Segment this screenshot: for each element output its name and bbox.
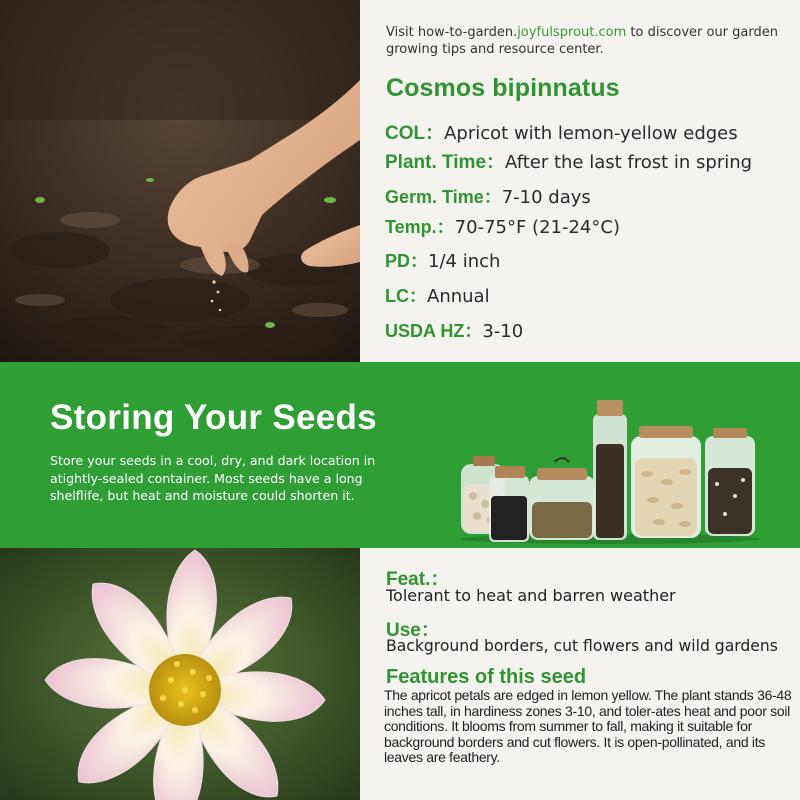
website-link[interactable]: joyfulsprout.com (517, 25, 627, 40)
spec-plant-time-value: After the last frost in spring (505, 152, 753, 173)
spec-panel (360, 0, 800, 362)
spec-life-cycle (385, 282, 490, 308)
top-section (0, 0, 800, 362)
spec-usda-zone-value: 3-10 (482, 321, 524, 342)
feature-text: Tolerant to heat and barren weather (386, 586, 676, 605)
spec-planting-depth-label: PD： (385, 251, 429, 271)
spec-life-cycle-label: LC： (385, 286, 427, 306)
use-label: Use： (386, 620, 440, 641)
features-description: The apricot petals are edged in lemon yellow. The plant stands 36-48 inches tall, in hardiness zones 3-10, and toler-ates heat and poor soil conditions. It blooms from summer to fall, making it suitable for background borders and cut flowers. It is open-pollinated, and its leaves are feathery. (384, 687, 792, 766)
spec-germ-time (385, 183, 591, 209)
spec-planting-depth (385, 247, 500, 273)
storage-description: Store your seeds in a cool, dry, and dark location in atightly-sealed container. Most seeds have a long shelflife, but heat and moisture could shorten it. (50, 453, 376, 503)
spec-germ-time-label: Germ. Time： (385, 187, 502, 207)
visit-suffix: to discover our garden growing tips and resource center. (386, 25, 778, 57)
spec-color (385, 118, 738, 145)
storage-band (0, 362, 800, 548)
spec-plant-time-label: Plant. Time： (385, 152, 506, 173)
spec-color-value: Apricot with lemon-yellow edges (444, 123, 738, 144)
storage-title: Storing Your Seeds (50, 398, 377, 437)
seed-jars-image (455, 384, 765, 544)
spec-color-label: COL： (385, 123, 445, 144)
spec-germ-time-value: 7-10 days (501, 187, 591, 208)
spec-temperature-label: Temp.： (385, 217, 455, 237)
spec-planting-depth-value: 1/4 inch (428, 251, 501, 272)
bottom-section (0, 548, 800, 800)
use-text: Background borders, cut flowers and wild gardens (386, 637, 778, 655)
spec-temperature-value: 70-75°F (21-24°C) (454, 217, 620, 238)
plant-name-title: Cosmos bipinnatus (386, 74, 620, 102)
spec-usda-zone-label: USDA HZ： (385, 321, 483, 341)
spec-usda-zone (385, 317, 523, 343)
spec-plant-time (385, 147, 752, 174)
info-panel (360, 548, 800, 800)
visit-prefix: Visit how-to-garden. (386, 25, 518, 40)
visit-website-text (386, 24, 786, 58)
features-title: Features of this seed (386, 666, 587, 688)
soil-hands-photo (0, 0, 360, 362)
spec-life-cycle-value: Annual (427, 286, 490, 307)
cosmos-flower-photo (0, 548, 360, 800)
spec-temperature (385, 213, 620, 239)
feature-label: Feat.： (386, 569, 450, 590)
